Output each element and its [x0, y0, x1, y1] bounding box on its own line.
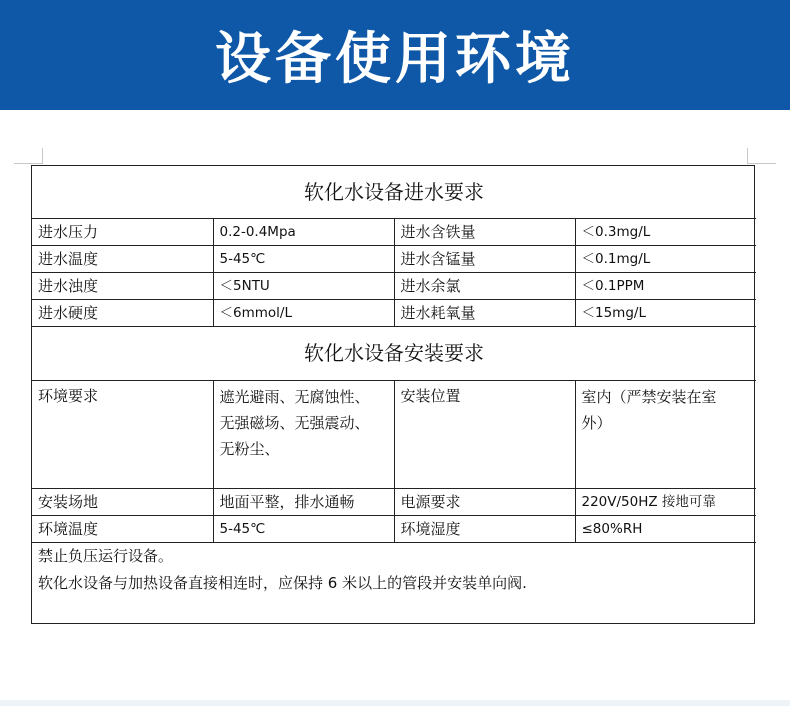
section-header-row — [32, 166, 756, 218]
table-row — [32, 380, 756, 488]
cell-label: 环境要求 — [32, 380, 213, 488]
banner-title: 设备使用环境 — [215, 27, 575, 92]
value-line: 室内（严禁安装在室 — [581, 387, 717, 406]
cell-value: 5-45℃ — [213, 245, 394, 272]
value-line: 无强磁场、无强震动、 — [219, 413, 370, 432]
bottom-strip — [0, 700, 790, 706]
note-line: 禁止负压运行设备。 — [38, 546, 174, 565]
value-line: 无粉尘、 — [219, 439, 280, 458]
table-row — [32, 218, 756, 245]
inlet-section-title: 软化水设备进水要求 — [32, 166, 756, 218]
table-row — [32, 245, 756, 272]
value-line: 外） — [581, 413, 612, 432]
cell-value-multiline — [213, 380, 394, 488]
cell-value: ＜0.1PPM — [575, 272, 756, 299]
cell-label: 进水余氯 — [394, 272, 575, 299]
cell-value: 0.2-0.4Mpa — [213, 218, 394, 245]
crop-mark-left-horizontal — [14, 163, 42, 164]
crop-mark-right-vertical — [747, 148, 748, 164]
cell-value: ＜5NTU — [213, 272, 394, 299]
cell-value: ＜0.1mg/L — [575, 245, 756, 272]
cell-label: 环境湿度 — [394, 515, 575, 542]
cell-label: 进水含铁量 — [394, 218, 575, 245]
cell-value: 220V/50HZ 接地可靠 — [575, 488, 756, 515]
notes-row — [32, 542, 756, 598]
cell-label: 进水温度 — [32, 245, 213, 272]
title-banner — [0, 0, 790, 110]
cell-value: ＜0.3mg/L — [575, 218, 756, 245]
cell-label: 安装场地 — [32, 488, 213, 515]
requirements-sheet — [31, 165, 755, 624]
requirements-table — [32, 166, 756, 598]
cell-label: 进水浊度 — [32, 272, 213, 299]
crop-mark-right-horizontal — [748, 163, 776, 164]
note-line: 软化水设备与加热设备直接相连时，应保持 6 米以上的管段并安装单向阀. — [38, 573, 527, 592]
table-row — [32, 488, 756, 515]
cell-value: ≤80%RH — [575, 515, 756, 542]
crop-mark-left-vertical — [42, 148, 43, 164]
value-line: 遮光避雨、无腐蚀性、 — [219, 387, 370, 406]
section-header-row — [32, 326, 756, 380]
table-row — [32, 272, 756, 299]
cell-value: ＜15mg/L — [575, 299, 756, 326]
install-section-title: 软化水设备安装要求 — [32, 326, 756, 380]
cell-value: 5-45℃ — [213, 515, 394, 542]
cell-value: ＜6mmol/L — [213, 299, 394, 326]
cell-label: 进水耗氧量 — [394, 299, 575, 326]
cell-label: 安装位置 — [394, 380, 575, 488]
cell-label: 进水压力 — [32, 218, 213, 245]
notes-cell — [32, 542, 756, 598]
table-row — [32, 515, 756, 542]
cell-label: 电源要求 — [394, 488, 575, 515]
cell-label: 进水硬度 — [32, 299, 213, 326]
cell-value-multiline — [575, 380, 756, 488]
cell-label: 环境温度 — [32, 515, 213, 542]
table-row — [32, 299, 756, 326]
cell-label: 进水含锰量 — [394, 245, 575, 272]
cell-value: 地面平整，排水通畅 — [213, 488, 394, 515]
